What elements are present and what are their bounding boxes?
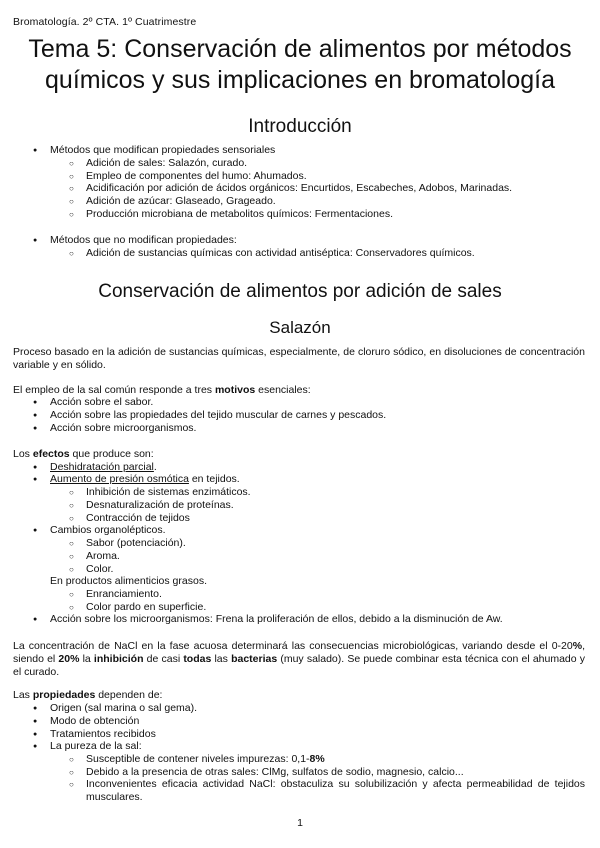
paragraph-concentracion: La concentración de NaCl en la fase acuosa determinará las consecuencias microbiológicas, variando desde el 0-20%, siendo el 20% la inhibición de casi todas las bacterias (muy salado). Se puede combinar esta técnica con el ahumado y el curado. [13,640,586,678]
document-title [0,34,600,96]
list-item: ● Acción sobre el sabor. [50,396,153,409]
paragraph-proceso: Proceso basado en la adición de sustancias químicas, especialmente, de cloruro sódico, en disoluciones de concentración variable y en sólido. [13,346,585,371]
list-item: ○ Color. [86,563,113,576]
list-item: ○ Adición de sustancias químicas con actividad antiséptica: Conservadores químicos. [86,247,475,260]
intro-heading: Introducción [248,116,352,137]
list-item: ○ Enranciamiento. [86,588,162,601]
paragraph-motivos: El empleo de la sal común responde a tres motivos esenciales: [13,384,311,396]
list-item: ○ Debido a la presencia de otras sales: ClMg, sulfatos de sodio, magnesio, calcio... [86,766,464,779]
list-item: ● Acción sobre las propiedades del tejido muscular de carnes y pescados. [50,409,386,422]
list-item: ● Métodos que modifican propiedades sensoriales [50,144,275,157]
list-item: ● Acción sobre los microorganismos: Frena la proliferación de ellos, debido a la disminución de Aw. [50,613,503,626]
list-item: ● La pureza de la sal: [50,740,142,753]
list-item: ● Cambios organolépticos. [50,524,166,537]
list-item: ○ Desnaturalización de proteínas. [86,499,234,512]
list-item: ○ Susceptible de contener niveles impurezas: 0,1-8% [86,753,325,766]
list-item: ● Deshidratación parcial. [50,461,157,474]
list-item: ○ Adición de azúcar: Glaseado, Grageado. [86,195,276,208]
list-item: ○ Aroma. [86,550,120,563]
list-item: ● Aumento de presión osmótica en tejidos. [50,473,240,486]
list-item: ● Tratamientos recibidos [50,728,156,741]
title-line-1: Tema 5: Conservación de alimentos por métodos [28,35,572,63]
list-item: ● Origen (sal marina o sal gema). [50,702,197,715]
title-line-2: químicos y sus implicaciones en bromatología [45,66,555,94]
page-number: 1 [297,817,303,829]
list-item: ● Acción sobre microorganismos. [50,422,196,435]
list-item: ● Métodos que no modifican propiedades: [50,234,237,247]
paragraph-efectos: Los efectos que produce son: [13,448,154,460]
list-item: ○ Inhibición de sistemas enzimáticos. [86,486,251,499]
list-item: ○ Acidificación por adición de ácidos orgánicos: Encurtidos, Escabeches, Adobos, Marinadas. [86,182,512,195]
list-item: ○ Empleo de componentes del humo: Ahumados. [86,170,307,183]
subsection-heading: Salazón [269,318,331,337]
list-item: ○ Adición de sales: Salazón, curado. [86,157,247,170]
list-item: ● Modo de obtención [50,715,139,728]
paragraph-propiedades: Las propiedades dependen de: [13,689,163,701]
list-item: ○ Producción microbiana de metabolitos químicos: Fermentaciones. [86,208,393,221]
list-item: ○ Sabor (potenciación). [86,537,186,550]
running-header: Bromatología. 2º CTA. 1º Cuatrimestre [13,16,197,28]
section-heading: Conservación de alimentos por adición de sales [98,281,502,302]
list-item: ○ Inconvenientes eficacia actividad NaCl: obstaculiza su solubilización y afecta permeabilidad de tejidos musculares. [86,778,585,804]
list-item: ○ Contracción de tejidos [86,512,190,525]
list-item: ○ Color pardo en superficie. [86,601,206,614]
list-note-grasos: En productos alimenticios grasos. [50,575,207,587]
